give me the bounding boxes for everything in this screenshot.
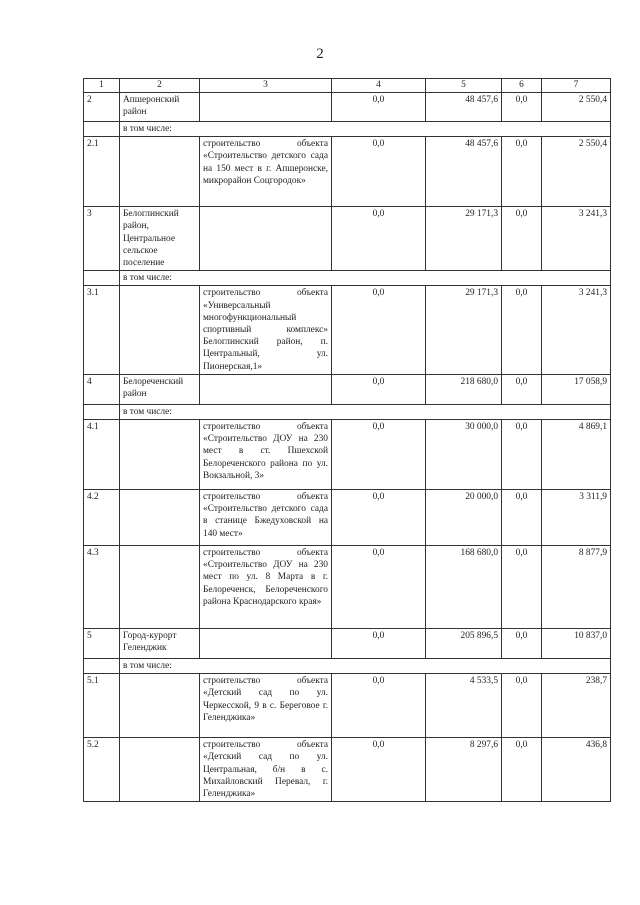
district-name-cell (120, 738, 200, 802)
project-description-cell: строительство объекта «Детский сад по ул. Черкесской, 9 в с. Береговое г. Геленджика» (200, 674, 332, 738)
value-cell-5: 8 297,6 (426, 738, 502, 802)
value-cell-5: 218 680,0 (426, 374, 502, 404)
project-row (84, 738, 611, 802)
project-description-cell: строительство объекта «Строительство детского сада в станице Бжедуховской на 140 мест» (200, 490, 332, 546)
subheading-cell: в том числе: (120, 404, 611, 419)
row-number-cell: 4.3 (84, 546, 120, 629)
value-cell-6: 0,0 (502, 629, 542, 659)
value-cell-4: 0,0 (332, 546, 426, 629)
project-description-cell: строительство объекта «Строительство ДОУ на 230 мест в ст. Пшехской Белореченского района по ул. Вокзальной, 3» (200, 420, 332, 490)
table-cell (84, 271, 120, 286)
subheading-cell: в том числе: (120, 659, 611, 674)
district-name-cell (120, 490, 200, 546)
district-row (84, 93, 611, 122)
value-cell-4: 0,0 (332, 738, 426, 802)
value-cell-5: 29 171,3 (426, 286, 502, 374)
row-number-cell: 2 (84, 93, 120, 122)
project-row (84, 546, 611, 629)
district-name-cell (120, 420, 200, 490)
value-cell-6: 0,0 (502, 93, 542, 122)
value-cell-6: 0,0 (502, 490, 542, 546)
subtotal-label-row (84, 659, 611, 674)
value-cell-5: 29 171,3 (426, 207, 502, 271)
value-cell-4: 0,0 (332, 374, 426, 404)
row-number-cell: 5.2 (84, 738, 120, 802)
row-number-cell: 5 (84, 629, 120, 659)
table-cell (84, 404, 120, 419)
project-description-cell (200, 93, 332, 122)
district-name-cell: Апшеронский район (120, 93, 200, 122)
value-cell-7: 10 837,0 (542, 629, 611, 659)
value-cell-4: 0,0 (332, 137, 426, 207)
value-cell-7: 2 550,4 (542, 93, 611, 122)
value-cell-6: 0,0 (502, 738, 542, 802)
row-number-cell: 3.1 (84, 286, 120, 374)
subheading-cell: в том числе: (120, 271, 611, 286)
value-cell-6: 0,0 (502, 286, 542, 374)
district-name-cell: Белореченский район (120, 374, 200, 404)
district-row (84, 629, 611, 659)
value-cell-6: 0,0 (502, 374, 542, 404)
district-row (84, 374, 611, 404)
district-name-cell (120, 674, 200, 738)
project-row (84, 286, 611, 374)
district-name-cell (120, 546, 200, 629)
project-description-cell: строительство объекта «Строительство детского сада на 150 мест в г. Апшеронске, микрорайон Соцгородок» (200, 137, 332, 207)
value-cell-5: 168 680,0 (426, 546, 502, 629)
row-number-cell: 5.1 (84, 674, 120, 738)
value-cell-5: 20 000,0 (426, 490, 502, 546)
value-cell-7: 2 550,4 (542, 137, 611, 207)
district-name-cell (120, 286, 200, 374)
value-cell-4: 0,0 (332, 207, 426, 271)
row-number-cell: 4.2 (84, 490, 120, 546)
project-row (84, 137, 611, 207)
subtotal-label-row (84, 404, 611, 419)
project-row (84, 490, 611, 546)
value-cell-6: 0,0 (502, 674, 542, 738)
value-cell-7: 17 058,9 (542, 374, 611, 404)
column-header: 7 (542, 79, 611, 93)
value-cell-4: 0,0 (332, 420, 426, 490)
row-number-cell: 4 (84, 374, 120, 404)
project-description-cell (200, 629, 332, 659)
project-description-cell: строительство объекта «Универсальный многофункциональный спортивный комплекс» Белоглинский район, п. Центральный, ул. Пионерская,1» (200, 286, 332, 374)
row-number-cell: 4.1 (84, 420, 120, 490)
value-cell-4: 0,0 (332, 629, 426, 659)
value-cell-6: 0,0 (502, 207, 542, 271)
value-cell-5: 30 000,0 (426, 420, 502, 490)
value-cell-6: 0,0 (502, 420, 542, 490)
project-description-cell: строительство объекта «Строительство ДОУ на 230 мест по ул. 8 Марта в г. Белореченск, Белореченского района Краснодарского края» (200, 546, 332, 629)
column-header: 2 (120, 79, 200, 93)
subtotal-label-row (84, 271, 611, 286)
page-number: 2 (316, 46, 324, 62)
value-cell-7: 4 869,1 (542, 420, 611, 490)
value-cell-7: 8 877,9 (542, 546, 611, 629)
subtotal-label-row (84, 122, 611, 137)
value-cell-5: 4 533,5 (426, 674, 502, 738)
project-row (84, 420, 611, 490)
value-cell-6: 0,0 (502, 546, 542, 629)
value-cell-7: 3 241,3 (542, 286, 611, 374)
value-cell-4: 0,0 (332, 286, 426, 374)
column-header: 4 (332, 79, 426, 93)
project-description-cell (200, 374, 332, 404)
value-cell-4: 0,0 (332, 490, 426, 546)
value-cell-5: 48 457,6 (426, 137, 502, 207)
value-cell-4: 0,0 (332, 674, 426, 738)
column-header: 6 (502, 79, 542, 93)
row-number-cell: 2.1 (84, 137, 120, 207)
table-body (84, 93, 611, 802)
value-cell-7: 238,7 (542, 674, 611, 738)
value-cell-6: 0,0 (502, 137, 542, 207)
project-row (84, 674, 611, 738)
column-header: 3 (200, 79, 332, 93)
table-cell (84, 122, 120, 137)
column-header: 1 (84, 79, 120, 93)
district-name-cell: Город-курорт Геленджик (120, 629, 200, 659)
district-name-cell: Белоглинский район, Центральное сельское поселение (120, 207, 200, 271)
project-description-cell: строительство объекта «Детский сад по ул. Центральная, б/н в с. Михайловский Перевал, г. Геленджика» (200, 738, 332, 802)
header-row (84, 79, 611, 93)
project-description-cell (200, 207, 332, 271)
value-cell-5: 205 896,5 (426, 629, 502, 659)
subheading-cell: в том числе: (120, 122, 611, 137)
funding-table (83, 78, 611, 802)
value-cell-7: 3 311,9 (542, 490, 611, 546)
value-cell-4: 0,0 (332, 93, 426, 122)
row-number-cell: 3 (84, 207, 120, 271)
value-cell-5: 48 457,6 (426, 93, 502, 122)
column-header: 5 (426, 79, 502, 93)
value-cell-7: 3 241,3 (542, 207, 611, 271)
district-row (84, 207, 611, 271)
district-name-cell (120, 137, 200, 207)
table-cell (84, 659, 120, 674)
value-cell-7: 436,8 (542, 738, 611, 802)
